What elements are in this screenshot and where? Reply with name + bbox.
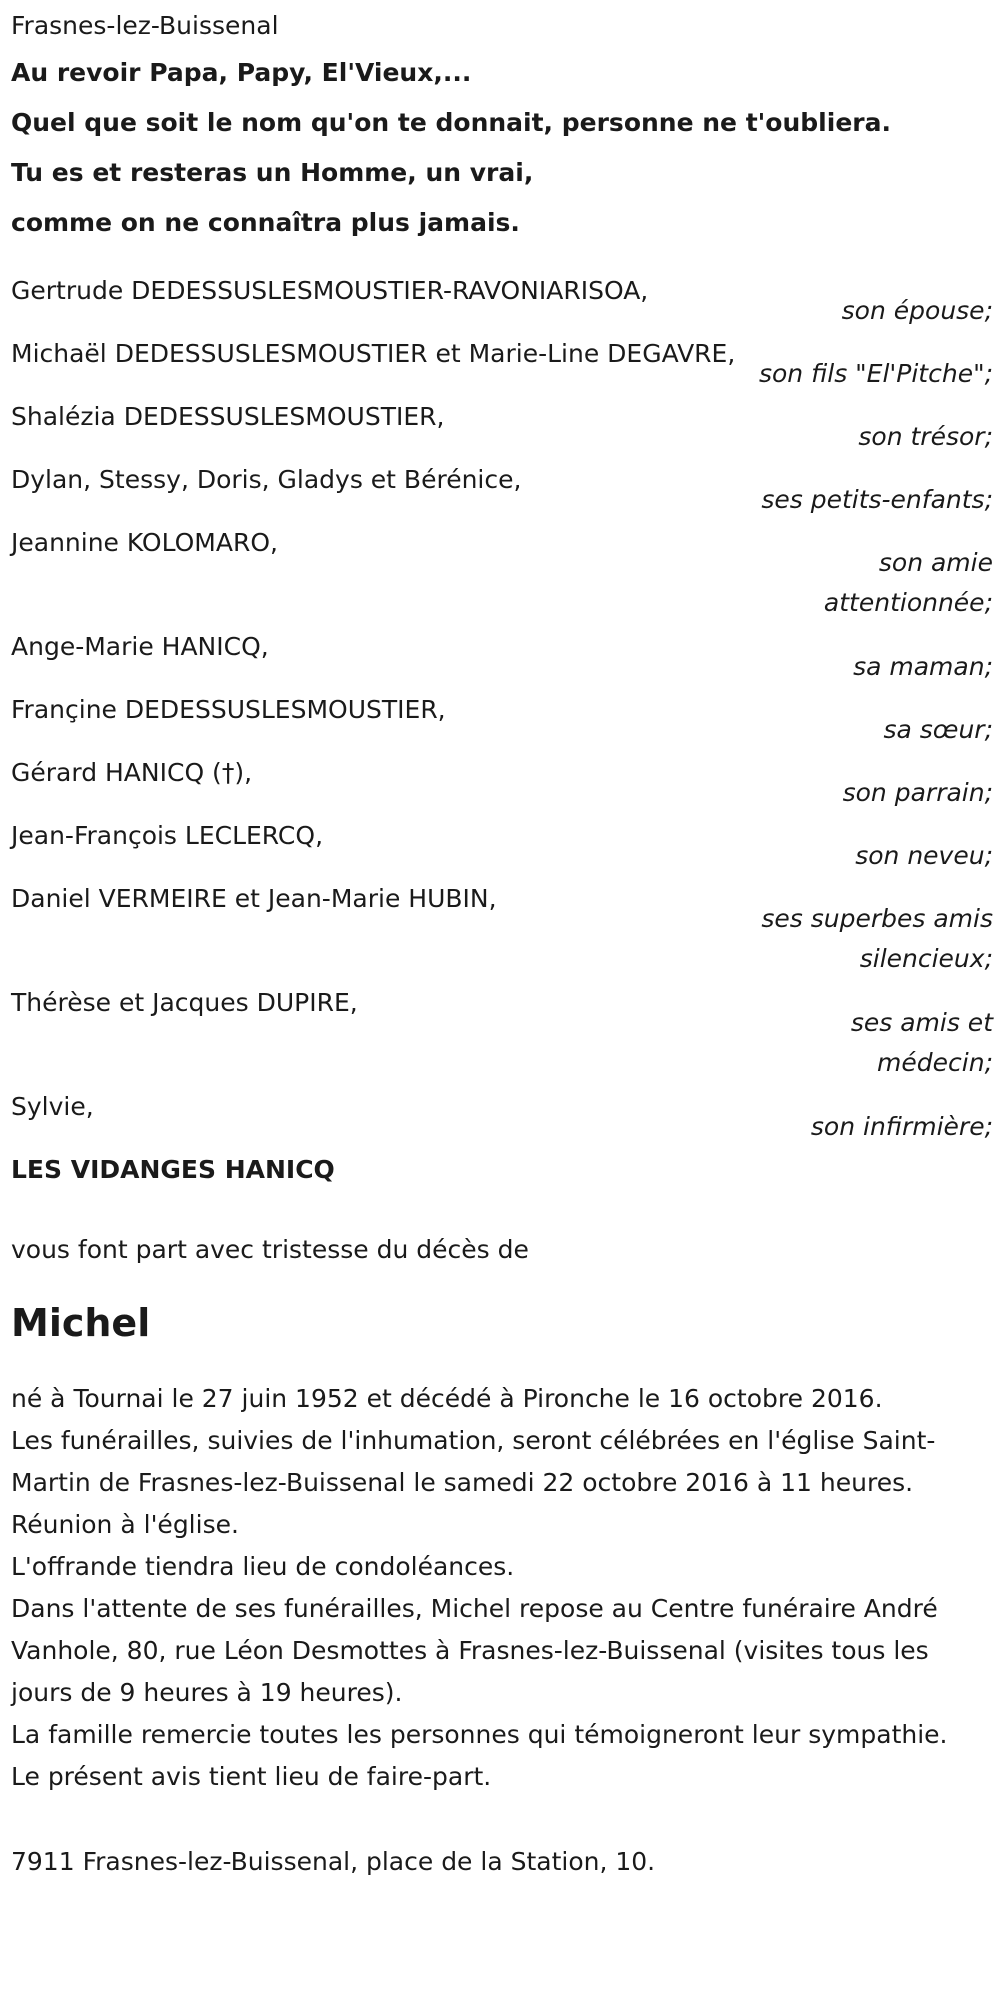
- details-block: [11, 1378, 993, 1798]
- family-member: [11, 336, 993, 399]
- deceased-name: Michel: [11, 1301, 151, 1345]
- member-role: sa sœur;: [883, 715, 993, 744]
- poem-line-1: Au revoir Papa, Papy, El'Vieux,...: [11, 58, 472, 87]
- member-name: Jean-François LECLERCQ,: [11, 821, 324, 850]
- family-member: [11, 755, 993, 818]
- poem-line-4: comme on ne connaîtra plus jamais.: [11, 208, 520, 237]
- member-role: son infirmière;: [810, 1112, 993, 1141]
- family-member: [11, 881, 993, 985]
- member-role: son épouse;: [841, 296, 993, 325]
- detail-thanks: La famille remercie toutes les personnes qui témoigneront leur sympathie.: [11, 1720, 948, 1749]
- family-member: [11, 818, 993, 881]
- address: 7911 Frasnes-lez-Buissenal, place de la Station, 10.: [11, 1847, 656, 1876]
- member-name: Gérard HANICQ (†),: [11, 758, 253, 787]
- member-role: son parrain;: [842, 778, 993, 807]
- member-role: ses petits-enfants;: [761, 485, 993, 514]
- member-role: ses superbes amis silencieux;: [761, 904, 993, 973]
- member-role: son trésor;: [858, 422, 993, 451]
- member-name: Daniel VERMEIRE et Jean-Marie HUBIN,: [11, 884, 497, 913]
- obituary-notice: [11, 8, 993, 1880]
- announcement: vous font part avec tristesse du décès de: [11, 1235, 529, 1264]
- detail-funeral: Les funérailles, suivies de l'inhumation, seront célébrées en l'église Saint-Martin de Frasnes-lez-Buissenal le samedi 22 octobre 2016 à 11 heures.: [11, 1426, 936, 1497]
- member-name: Jeannine KOLOMARO,: [11, 528, 278, 557]
- header-place: Frasnes-lez-Buissenal: [11, 11, 279, 40]
- detail-meeting: Réunion à l'église.: [11, 1510, 239, 1539]
- poem-line-3: Tu es et resteras un Homme, un vrai,: [11, 158, 534, 187]
- member-name: Gertrude DEDESSUSLESMOUSTIER-RAVONIARISOA,: [11, 276, 649, 305]
- member-role: sa maman;: [853, 652, 993, 681]
- member-name: Thérèse et Jacques DUPIRE,: [11, 988, 358, 1017]
- detail-birth-death: né à Tournai le 27 juin 1952 et décédé à Pironche le 16 octobre 2016.: [11, 1384, 883, 1413]
- family-member: [11, 399, 993, 462]
- intro-block: [11, 8, 993, 255]
- family-member: [11, 525, 993, 629]
- member-name: Françine DEDESSUSLESMOUSTIER,: [11, 695, 446, 724]
- family-member: [11, 273, 993, 336]
- member-name: Dylan, Stessy, Doris, Gladys et Bérénice,: [11, 465, 522, 494]
- family-member: [11, 692, 993, 755]
- poem-line-2: Quel que soit le nom qu'on te donnait, personne ne t'oubliera.: [11, 108, 891, 137]
- member-name: Michaël DEDESSUSLESMOUSTIER et Marie-Line DEGAVRE,: [11, 339, 736, 368]
- member-name: Sylvie,: [11, 1092, 94, 1121]
- member-role: ses amis et médecin;: [850, 1008, 993, 1077]
- family-member: [11, 629, 993, 692]
- family-member: [11, 462, 993, 525]
- member-role: son amie attentionnée;: [823, 548, 993, 617]
- company-name: LES VIDANGES HANICQ: [11, 1155, 335, 1184]
- company-row: [11, 1152, 993, 1232]
- member-name: Shalézia DEDESSUSLESMOUSTIER,: [11, 402, 445, 431]
- member-role: son neveu;: [855, 841, 993, 870]
- family-list: [11, 273, 993, 1232]
- family-member: [11, 1089, 993, 1152]
- detail-offering: L'offrande tiendra lieu de condoléances.: [11, 1552, 515, 1581]
- family-member: [11, 985, 993, 1089]
- member-name: Ange-Marie HANICQ,: [11, 632, 269, 661]
- member-role: son fils "El'Pitche";: [758, 359, 993, 388]
- detail-resting-place: Dans l'attente de ses funérailles, Michel repose au Centre funéraire André Vanhole, 80, rue Léon Desmottes à Frasnes-lez-Buissenal (visites tous les jours de 9 heures à 19 heures).: [11, 1594, 938, 1707]
- detail-notice: Le présent avis tient lieu de faire-part.: [11, 1762, 492, 1791]
